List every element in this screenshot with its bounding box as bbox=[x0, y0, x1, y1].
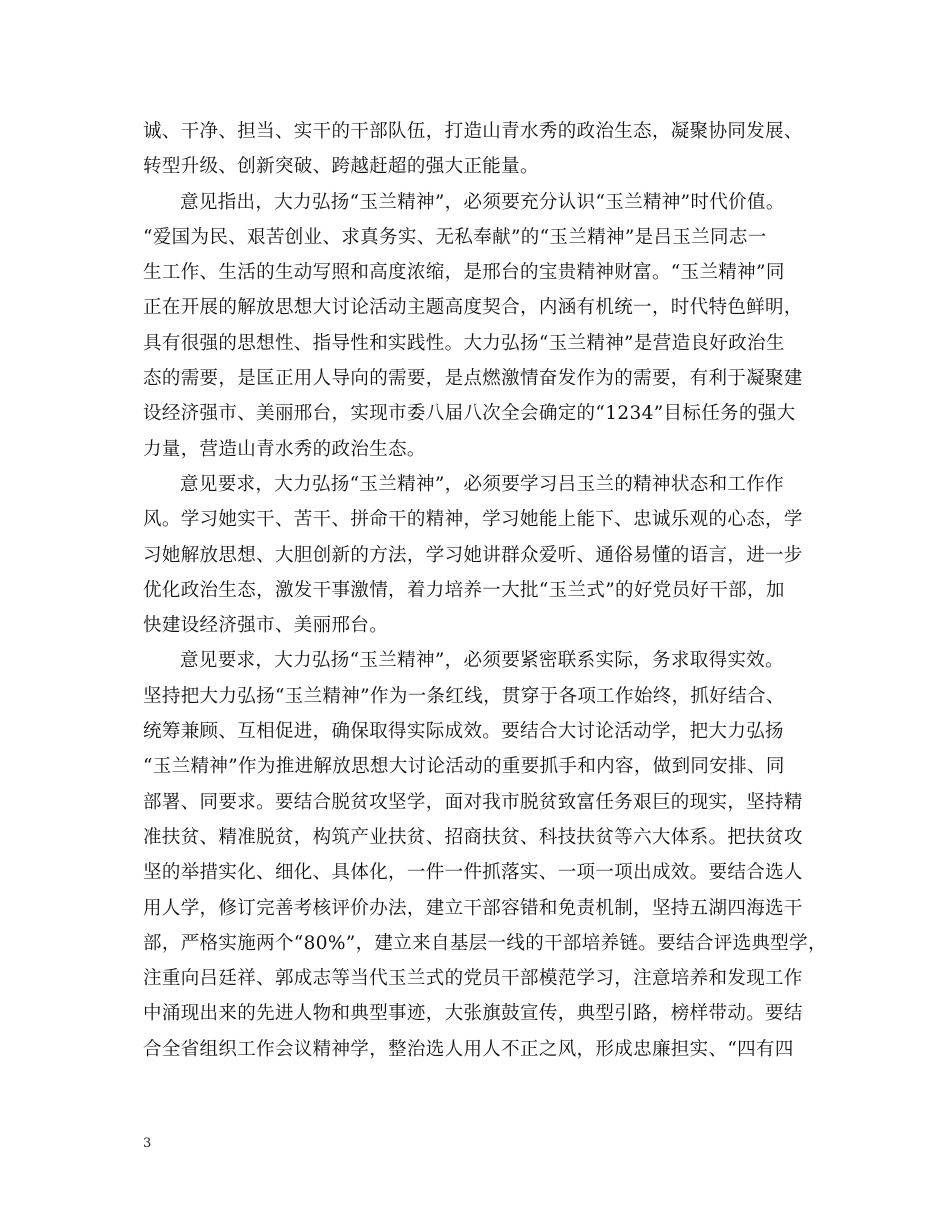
text-line: 具有很强的思想性、指导性和实践性。大力弘扬“玉兰精神”是营造良好政治生 bbox=[143, 332, 785, 354]
text-line: 力量，营造山青水秀的政治生态。 bbox=[143, 438, 426, 460]
text-line: 合全省组织工作会议精神学，整治选人用人不正之风，形成忠廉担实、“四有四 bbox=[143, 1038, 794, 1060]
text-line: 风。学习她实干、苦干、拼命干的精神，学习她能上能下、忠诚乐观的心态，学 bbox=[143, 509, 803, 531]
text-line: 坚持把大力弘扬“玉兰精神”作为一条红线，贯穿于各项工作始终，抓好结合、 bbox=[143, 685, 785, 707]
paragraph-2 bbox=[143, 185, 823, 467]
page-number: 3 bbox=[143, 1136, 152, 1151]
text-line: “玉兰精神”作为推进解放思想大讨论活动的重要抓手和内容，做到同安排、同 bbox=[143, 756, 785, 778]
text-line: 注重向吕廷祥、郭成志等当代玉兰式的党员干部模范学习，注意培养和发现工作 bbox=[143, 968, 803, 990]
text-line: 坚的举措实化、细化、具体化，一件一件抓落实、一项一项出成效。要结合选人 bbox=[143, 862, 803, 884]
text-line: 意见要求，大力弘扬“玉兰精神”，必须要紧密联系实际，务求取得实效。 bbox=[180, 650, 784, 672]
paragraph-4 bbox=[143, 643, 827, 1067]
text-line: 部署、同要求。要结合脱贫攻坚学，面对我市脱贫致富任务艰巨的现实，坚持精 bbox=[143, 791, 803, 813]
document-body bbox=[143, 114, 827, 1067]
text-line: 态的需要，是匡正用人导向的需要，是点燃激情奋发作为的需要，有利于凝聚建 bbox=[143, 368, 803, 390]
text-line: 优化政治生态，激发干事激情，着力培养一大批“玉兰式”的好党员好干部，加 bbox=[143, 579, 785, 601]
text-line: 统筹兼顾、互相促进，确保取得实际成效。要结合大讨论活动学，把大力弘扬 bbox=[143, 721, 784, 743]
text-line: 用人学，修订完善考核评价办法，建立干部容错和免责机制，坚持五湖四海选干 bbox=[143, 897, 803, 919]
text-line: 诚、干净、担当、实干的干部队伍，打造山青水秀的政治生态，凝聚协同发展、 bbox=[143, 121, 803, 142]
text-line: 转型升级、创新突破、跨越赶超的强大正能量。 bbox=[143, 156, 539, 178]
text-line: 意见要求，大力弘扬“玉兰精神”，必须要学习吕玉兰的精神状态和工作作 bbox=[180, 473, 784, 495]
text-line: 意见指出，大力弘扬“玉兰精神”，必须要充分认识“玉兰精神”时代价值。 bbox=[180, 191, 785, 213]
text-line: 准扶贫、精准脱贫，构筑产业扶贫、招商扶贫、科技扶贫等六大体系。把扶贫攻 bbox=[143, 826, 803, 848]
text-line: 部，严格实施两个“80%”，建立来自基层一线的干部培养链。要结合评选典型学， bbox=[143, 932, 827, 954]
text-line: 快建设经济强市、美丽邢台。 bbox=[143, 615, 389, 637]
paragraph-3 bbox=[143, 467, 823, 643]
text-line: 生工作、生活的生动写照和高度浓缩，是邢台的宝贵精神财富。“玉兰精神”同 bbox=[143, 262, 785, 284]
text-line: 习她解放思想、大胆创新的方法，学习她讲群众爱听、通俗易懂的语言，进一步 bbox=[143, 544, 803, 566]
paragraph-1 bbox=[143, 114, 823, 185]
text-line: 正在开展的解放思想大讨论活动主题高度契合，内涵有机统一，时代特色鲜明， bbox=[143, 297, 803, 319]
text-line: 设经济强市、美丽邢台，实现市委八届八次全会确定的“1234”目标任务的强大 bbox=[143, 403, 796, 425]
text-line: 中涌现出来的先进人物和典型事迹，大张旗鼓宣传，典型引路，榜样带动。要结 bbox=[143, 1003, 803, 1025]
text-line: “爱国为民、艰苦创业、求真务实、无私奉献”的“玉兰精神”是吕玉兰同志一 bbox=[143, 226, 767, 248]
